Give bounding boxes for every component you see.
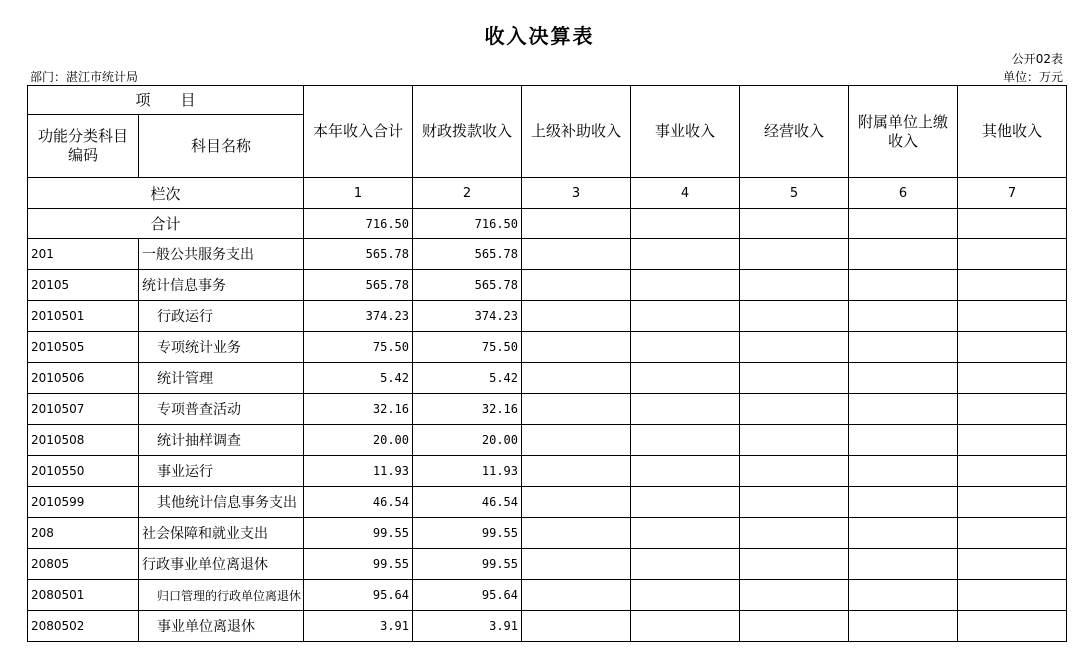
row-value: 565.78 (304, 239, 413, 270)
row-code: 2010508 (28, 425, 139, 456)
row-value (958, 487, 1067, 518)
colno-cell: 5 (740, 178, 849, 209)
form-number: 公开02表 (1011, 52, 1063, 66)
row-name: 专项普查活动 (139, 394, 304, 425)
row-name: 统计管理 (139, 363, 304, 394)
table-row (28, 549, 1067, 580)
row-value: 565.78 (413, 270, 522, 301)
table-row (28, 487, 1067, 518)
row-name: 归口管理的行政单位离退休 (139, 580, 304, 611)
row-value (631, 239, 740, 270)
row-value (522, 270, 631, 301)
row-value (849, 239, 958, 270)
row-value (849, 456, 958, 487)
colno-cell: 2 (413, 178, 522, 209)
row-code: 20105 (28, 270, 139, 301)
row-value: 75.50 (413, 332, 522, 363)
row-code: 2010501 (28, 301, 139, 332)
row-value: 99.55 (304, 549, 413, 580)
row-value (631, 580, 740, 611)
row-value (522, 549, 631, 580)
row-value: 32.16 (413, 394, 522, 425)
row-value (522, 363, 631, 394)
row-name: 专项统计业务 (139, 332, 304, 363)
row-value (849, 363, 958, 394)
row-value (849, 549, 958, 580)
col-header-6: 附属单位上缴收入 (849, 86, 958, 178)
row-code: 2010550 (28, 456, 139, 487)
row-value (740, 394, 849, 425)
row-name: 其他统计信息事务支出 (139, 487, 304, 518)
row-value (740, 518, 849, 549)
row-value (958, 425, 1067, 456)
row-name: 统计信息事务 (139, 270, 304, 301)
row-value (958, 270, 1067, 301)
table-row (28, 456, 1067, 487)
row-value (958, 332, 1067, 363)
row-value (849, 580, 958, 611)
name-header: 科目名称 (139, 115, 304, 178)
row-value (740, 425, 849, 456)
row-value: 20.00 (304, 425, 413, 456)
colno-row (28, 178, 1067, 209)
row-value (522, 518, 631, 549)
col-header-1: 本年收入合计 (304, 86, 413, 178)
table-row (28, 580, 1067, 611)
row-value (740, 301, 849, 332)
row-value (740, 363, 849, 394)
row-value (740, 611, 849, 642)
col-header-2: 财政拨款收入 (413, 86, 522, 178)
row-value: 374.23 (413, 301, 522, 332)
row-value (631, 394, 740, 425)
row-name: 事业运行 (139, 456, 304, 487)
table-row (28, 518, 1067, 549)
colno-cell: 7 (958, 178, 1067, 209)
row-value (958, 580, 1067, 611)
row-value (740, 549, 849, 580)
row-value (958, 456, 1067, 487)
income-table (27, 85, 1067, 642)
table-row (28, 332, 1067, 363)
row-value (522, 580, 631, 611)
row-value (849, 270, 958, 301)
row-value (849, 425, 958, 456)
row-value: 565.78 (413, 239, 522, 270)
row-value: 11.93 (304, 456, 413, 487)
row-value (631, 611, 740, 642)
row-value: 11.93 (413, 456, 522, 487)
row-value (522, 425, 631, 456)
row-name: 行政运行 (139, 301, 304, 332)
row-name: 一般公共服务支出 (139, 239, 304, 270)
table-row (28, 270, 1067, 301)
row-value (958, 549, 1067, 580)
row-value (958, 394, 1067, 425)
colno-cell: 4 (631, 178, 740, 209)
total-value (631, 209, 740, 239)
table-row (28, 301, 1067, 332)
colno-cell: 1 (304, 178, 413, 209)
col-header-3: 上级补助收入 (522, 86, 631, 178)
row-value: 75.50 (304, 332, 413, 363)
row-name: 事业单位离退休 (139, 611, 304, 642)
row-value (849, 332, 958, 363)
total-row (28, 209, 1067, 239)
row-value (849, 487, 958, 518)
colno-cell: 6 (849, 178, 958, 209)
row-code: 20805 (28, 549, 139, 580)
row-value (740, 487, 849, 518)
colno-label: 栏次 (28, 178, 304, 209)
row-name: 行政事业单位离退休 (139, 549, 304, 580)
row-value: 374.23 (304, 301, 413, 332)
row-value (631, 518, 740, 549)
row-value (631, 487, 740, 518)
row-code: 2010507 (28, 394, 139, 425)
col-header-7: 其他收入 (958, 86, 1067, 178)
row-value (631, 301, 740, 332)
row-value: 46.54 (304, 487, 413, 518)
row-code: 2010505 (28, 332, 139, 363)
page-title: 收入决算表 (484, 24, 595, 48)
row-value: 565.78 (304, 270, 413, 301)
row-code: 2010599 (28, 487, 139, 518)
row-value (958, 301, 1067, 332)
total-value (740, 209, 849, 239)
table-row (28, 611, 1067, 642)
row-value: 99.55 (413, 549, 522, 580)
row-value (958, 518, 1067, 549)
table-body (28, 86, 1067, 642)
row-value: 95.64 (304, 580, 413, 611)
row-value (849, 611, 958, 642)
item-header: 项 目 (28, 86, 304, 115)
row-value (740, 456, 849, 487)
table-row (28, 425, 1067, 456)
header-row-1 (28, 86, 1067, 115)
row-value (522, 332, 631, 363)
row-value: 5.42 (304, 363, 413, 394)
row-value (849, 394, 958, 425)
row-value (631, 425, 740, 456)
row-value (631, 456, 740, 487)
row-value (958, 363, 1067, 394)
row-code: 2010506 (28, 363, 139, 394)
table-row (28, 363, 1067, 394)
row-value (522, 456, 631, 487)
row-value (740, 239, 849, 270)
row-value (631, 549, 740, 580)
row-value: 3.91 (304, 611, 413, 642)
col-header-4: 事业收入 (631, 86, 740, 178)
col-header-5: 经营收入 (740, 86, 849, 178)
total-value: 716.50 (413, 209, 522, 239)
row-value (740, 332, 849, 363)
department-label: 部门：湛江市统计局 (30, 70, 139, 84)
table-row (28, 239, 1067, 270)
total-value (849, 209, 958, 239)
row-value (849, 518, 958, 549)
total-value (522, 209, 631, 239)
row-value: 95.64 (413, 580, 522, 611)
row-value (958, 239, 1067, 270)
row-value (849, 301, 958, 332)
row-value (522, 394, 631, 425)
row-value (522, 487, 631, 518)
row-code: 2080501 (28, 580, 139, 611)
row-value (740, 580, 849, 611)
total-value (958, 209, 1067, 239)
colno-cell: 3 (522, 178, 631, 209)
row-value (522, 301, 631, 332)
row-code: 208 (28, 518, 139, 549)
row-value (631, 332, 740, 363)
row-value (522, 239, 631, 270)
code-header: 功能分类科目编码 (28, 115, 139, 178)
row-name: 统计抽样调查 (139, 425, 304, 456)
row-value (631, 270, 740, 301)
row-value: 3.91 (413, 611, 522, 642)
row-value (631, 363, 740, 394)
unit-label: 单位：万元 (1002, 70, 1063, 84)
table-row (28, 394, 1067, 425)
row-value: 20.00 (413, 425, 522, 456)
row-value (740, 270, 849, 301)
row-value (522, 611, 631, 642)
row-code: 201 (28, 239, 139, 270)
row-code: 2080502 (28, 611, 139, 642)
total-value: 716.50 (304, 209, 413, 239)
total-label: 合计 (28, 209, 304, 239)
row-value: 32.16 (304, 394, 413, 425)
row-name: 社会保障和就业支出 (139, 518, 304, 549)
row-value: 99.55 (413, 518, 522, 549)
row-value: 5.42 (413, 363, 522, 394)
row-value: 46.54 (413, 487, 522, 518)
row-value (958, 611, 1067, 642)
row-value: 99.55 (304, 518, 413, 549)
